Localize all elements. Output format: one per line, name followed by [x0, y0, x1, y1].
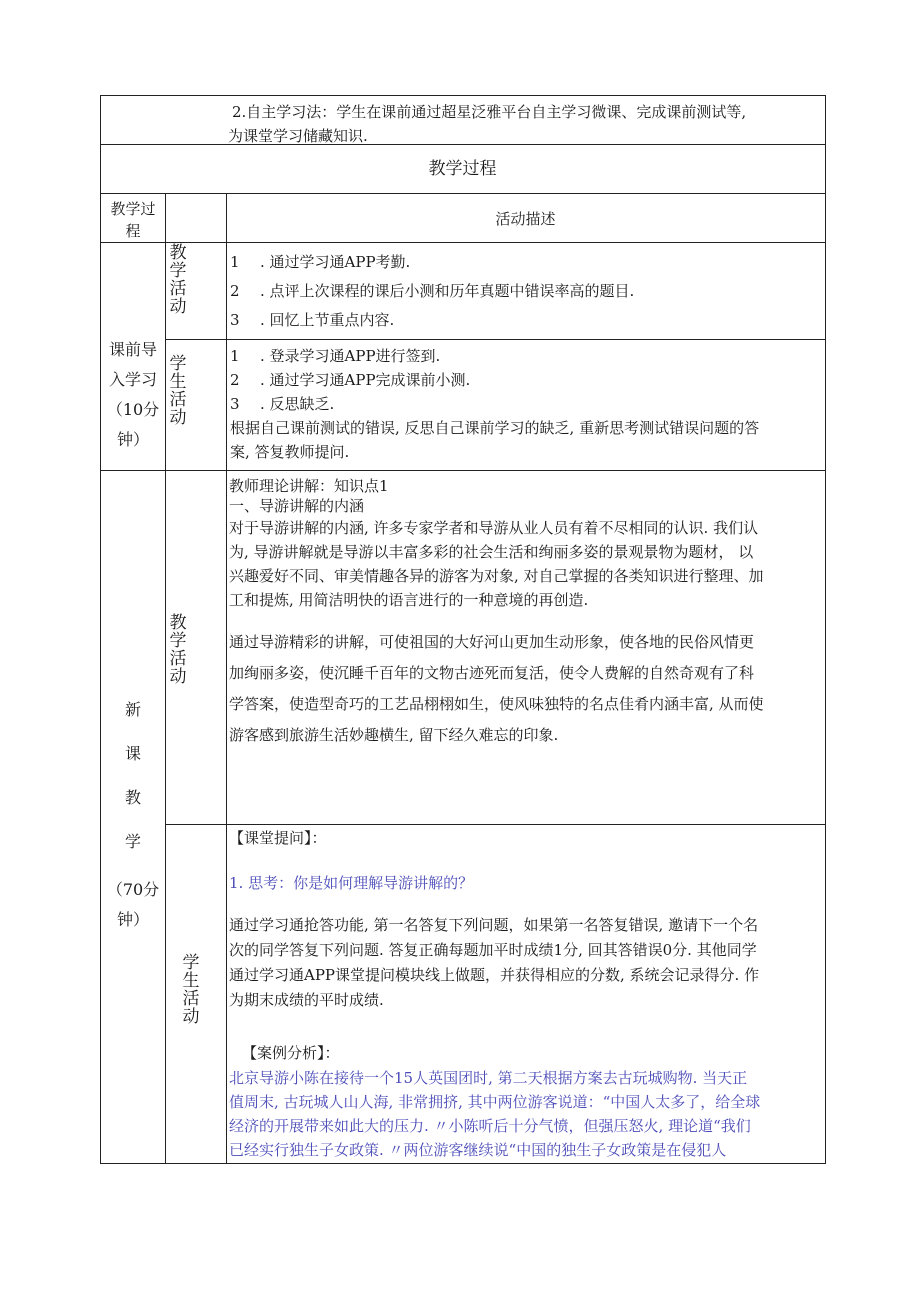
role-student-activity: 学 生 活 动: [169, 354, 187, 428]
table-border-right: [825, 95, 826, 1164]
knowledge-point-block: [229, 476, 764, 612]
paragraph-line: 次的同学答复下列问题. 答复正确每题加平时成绩1分, 回其答错误0分. 其他同学: [229, 941, 757, 959]
knowledge-point-subtitle: 一、导游讲解的内涵: [229, 497, 365, 515]
table-divider: [100, 193, 826, 194]
table-divider: [100, 470, 826, 471]
paragraph-line: 通过学习通APP课堂提问模块线上做题，并获得相应的分数, 系统会记录得分. 作: [229, 966, 760, 984]
paragraph-line: 为期末成绩的平时成绩.: [229, 991, 384, 1009]
list-item: 2 . 通过学习通APP完成课前小测.: [230, 371, 471, 389]
paragraph-line: 学答案，使造型奇巧的工艺品栩栩如生，使风味独特的名点佳肴内涵丰富, 从而使: [229, 695, 764, 713]
self-study-line: 2.自主学习法：学生在课前通过超星泛雅平台自主学习微课、完成课前测试等,: [232, 103, 747, 121]
paragraph-line: 北京导游小陈在接待一个15人英国团时, 第二天根据方案去古玩城购物. 当天正: [229, 1069, 748, 1087]
table-border-bottom: [100, 1163, 826, 1164]
table-column-divider: [226, 193, 227, 1164]
case-analysis-text: [229, 1066, 760, 1162]
paragraph-line: 兴趣爱好不同、审美情趣各异的游客为对象, 对自己掌握的各类知识进行整理、加: [229, 567, 764, 585]
role-teacher-activity: 教 学 活 动: [169, 613, 187, 687]
guide-explanation-paragraph: [229, 627, 764, 751]
table-column-divider: [165, 193, 166, 1164]
paragraph-line: 游客感到旅游生活妙趣横生, 留下经久难忘的印象.: [229, 726, 559, 744]
table-border-left: [100, 95, 101, 1164]
paragraph-line: 通过学习通抢答功能, 第一名答复下列问题，如果第一名答复错误, 邀请下一个名: [229, 916, 759, 934]
table-divider: [165, 339, 826, 340]
paragraph-line: 通过导游精彩的讲解，可使祖国的大好河山更加生动形象，使各地的民俗风情更: [229, 633, 755, 651]
stage1-teacher-list: [230, 248, 634, 335]
paragraph-line: 已经实行独生子女政策. 〃两位游客继续说“中国的独生子女政策是在侵犯人: [229, 1141, 727, 1159]
list-item: 3 . 反思缺乏.: [230, 395, 335, 413]
knowledge-point-title: 教师理论讲解：知识点1: [229, 477, 389, 495]
paragraph-line: 加绚丽多姿，使沉睡千百年的文物古迹死而复活，使令人费解的自然奇观有了科: [229, 664, 755, 682]
paragraph-line: 工和提炼, 用简洁明快的语言进行的一种意境的再创造.: [229, 591, 589, 609]
paragraph-line: 经济的开展带来如此大的压力. 〃小陈听后十分气愤，但强压怒火, 理论道“我们: [229, 1117, 751, 1135]
list-item: 2 . 点评上次课程的课后小测和历年真题中错误率高的题目.: [230, 282, 635, 300]
list-item: 1 . 通过学习通APP考勤.: [230, 253, 411, 271]
role-student-activity: 学 生 活 动: [182, 953, 200, 1027]
paragraph-line: 案, 答复教师提问.: [230, 443, 350, 461]
paragraph-line: 根据自己课前测试的错误, 反思自己课前学习的缺乏, 重新思考测试错误问题的答: [230, 419, 760, 437]
stage-new-lesson: 新 课 教 学: [124, 700, 141, 851]
think-question: 1. 思考：你是如何理解导游讲解的？: [229, 874, 474, 892]
table-border-top: [100, 95, 826, 96]
list-item: 1 . 登录学习通APP进行签到.: [230, 347, 441, 365]
list-item: 3 . 回忆上节重点内容.: [230, 311, 395, 329]
stage-new-lesson-duration: （70分 钟）: [106, 880, 160, 929]
table-divider: [165, 824, 826, 825]
self-study-note: [228, 100, 746, 148]
paragraph-line: 对于导游讲解的内涵, 许多专家学者和导游从业人员有着不尽相同的认识. 我们认: [229, 519, 759, 537]
rules-paragraph: [229, 913, 759, 1013]
header-process: 教学过 程: [110, 200, 156, 240]
case-analysis-heading: 【案例分析】：: [242, 1044, 340, 1062]
table-divider: [100, 242, 826, 243]
stage1-student-list: [230, 344, 759, 464]
header-activity-description: 活动描述: [495, 210, 556, 228]
paragraph-line: 为, 导游讲解就是导游以丰富多彩的社会生活和绚丽多姿的景观景物为题材， 以: [229, 543, 754, 561]
self-study-line: 为课堂学习储藏知识.: [228, 127, 368, 145]
classroom-question-heading: 【课堂提问】：: [229, 829, 327, 847]
stage-pre-class: 课前导 入学习 （10分 钟）: [106, 340, 160, 449]
paragraph-line: 值周末, 古玩城人山人海, 非常拥挤, 其中两位游客说道：“中国人太多了，给全球: [229, 1093, 761, 1111]
role-teacher-activity: 教 学 活 动: [169, 243, 187, 317]
section-title: 教学过程: [428, 159, 497, 179]
